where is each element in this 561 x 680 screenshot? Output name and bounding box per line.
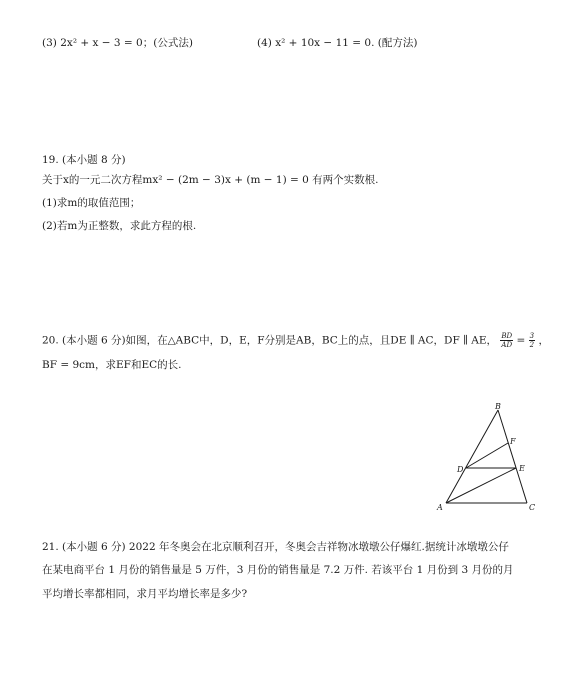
label-d: D: [457, 465, 464, 474]
q19-header: 19. (本小题 8 分): [42, 154, 126, 166]
ratio-value-numerator: 3: [529, 332, 535, 340]
label-f: F: [510, 437, 516, 446]
q21-line1: 21. (本小题 6 分) 2022 年冬奥会在北京顺利召开，冬奥会吉祥物冰墩墩公仔爆红.据统计冰墩墩公仔: [42, 541, 509, 553]
side-bc: [498, 410, 527, 503]
q18-part3: (3) 2x² + x − 3 = 0；(公式法): [42, 37, 193, 49]
label-c: C: [529, 503, 536, 512]
q19-sub1: (1)求m的取值范围；: [42, 197, 141, 209]
ratio-bd-ad: [500, 332, 513, 349]
q20-line1-end: ，: [538, 334, 549, 347]
label-e: E: [519, 464, 525, 473]
q21-line3: 平均增长率都相同，求月平均增长率是多少?: [42, 588, 248, 600]
q18-part4: (4) x² + 10x − 11 = 0. (配方法): [257, 37, 418, 49]
q20-line1: [42, 332, 549, 349]
triangle-figure: [428, 400, 548, 515]
ratio-denominator: AD: [501, 341, 513, 349]
side-ab: [446, 410, 498, 503]
ratio-value: [529, 332, 535, 349]
q21-line2: 在某电商平台 1 月份的销售量是 5 万件，3 月份的销售量是 7.2 万件. 若该平台 1 月份到 3 月份的月: [42, 564, 514, 576]
label-a: A: [437, 503, 443, 512]
ratio-value-denominator: 2: [529, 341, 535, 349]
q20-line2: BF = 9cm，求EF和EC的长.: [42, 359, 182, 371]
q20-line1-main: 20. (本小题 6 分)如图，在△ABC中，D，E，F分别是AB，BC上的点，且DE ∥ AC，DF ∥ AE，: [42, 334, 498, 347]
q19-sub2: (2)若m为正整数，求此方程的根.: [42, 220, 197, 232]
ratio-equals: =: [516, 334, 526, 347]
ratio-numerator: BD: [501, 332, 513, 340]
label-b: B: [495, 402, 501, 411]
q19-stem: 关于x的一元二次方程mx² − (2m − 3)x + (m − 1) = 0 有两个实数根.: [42, 174, 379, 186]
